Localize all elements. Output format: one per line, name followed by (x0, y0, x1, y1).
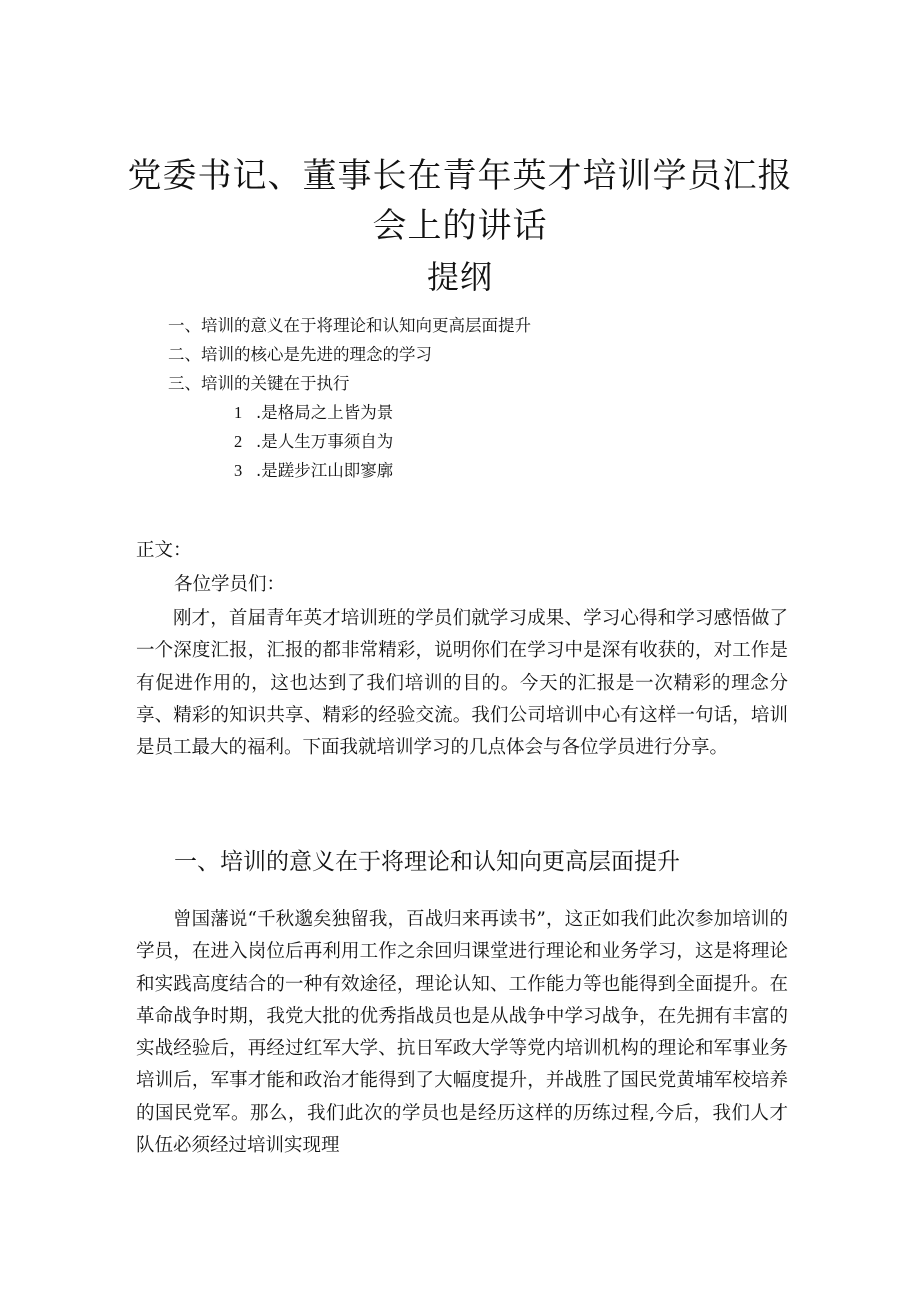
paragraph-2: 曾国藩说“千秋邈矣独留我，百战归来再读书”，这正如我们此次参加培训的学员，在进入岗位后再利用工作之余回归课堂进行理论和业务学习，这是将理论和实践高度结合的一种有效途径，理论认知、工作能力等也能得到全面提升。在革命战争时期，我党大批的优秀指战员也是从战争中学习战争，在先拥有丰富的实战经验后，再经过红军大学、抗日军政大学等党内培训机构的理论和军事业务培训后，军事才能和政治才能得到了大幅度提升，并战胜了国民党黄埔军校培养的国民党军。那么，我们此次的学员也是经历这样的历练过程,今后，我们人才队伍必须经过培训实现理 (136, 909, 788, 1157)
outline-item-2: 二、培训的核心是先进的理念的学习 (168, 345, 432, 364)
paragraph-1: 刚才，首届青年英才培训班的学员们就学习成果、学习心得和学习感悟做了一个深度汇报，汇报的都非常精彩，说明你们在学习中是深有收获的，对工作是有促进作用的，这也达到了我们培训的目的。今天的汇报是一次精彩的理念分享、精彩的知识共享、精彩的经验交流。我们公司培训中心有这样一句话，培训是员工最大的福利。下面我就培训学习的几点体会与各位学员进行分享。 (136, 608, 788, 759)
title-line-3: 提纲 (426, 258, 493, 296)
title-line-2: 会上的讲话 (372, 206, 548, 246)
subitem-text: .是格局之上皆为景 (256, 403, 394, 422)
body-label: 正文： (136, 540, 192, 561)
outline-item-1: 一、培训的意义在于将理论和认知向更高层面提升 (168, 316, 531, 335)
outline-subitem-2 (234, 431, 393, 453)
outline-subitem-3 (234, 460, 393, 482)
section-heading-1: 一、培训的意义在于将理论和认知向更高层面提升 (174, 849, 680, 875)
subitem-number: 2 (234, 432, 243, 451)
subitem-text: .是人生万事须自为 (256, 432, 394, 451)
outline-item-3: 三、培训的关键在于执行 (168, 374, 350, 393)
title-line-1: 党委书记、董事长在青年英才培训学员汇报 (127, 156, 793, 196)
outline-subitem-1 (234, 402, 393, 424)
subitem-number: 1 (234, 403, 243, 422)
subitem-number: 3 (234, 461, 243, 480)
subitem-text: .是蹉步江山即寥廓 (256, 461, 394, 480)
greeting: 各位学员们： (174, 574, 286, 595)
